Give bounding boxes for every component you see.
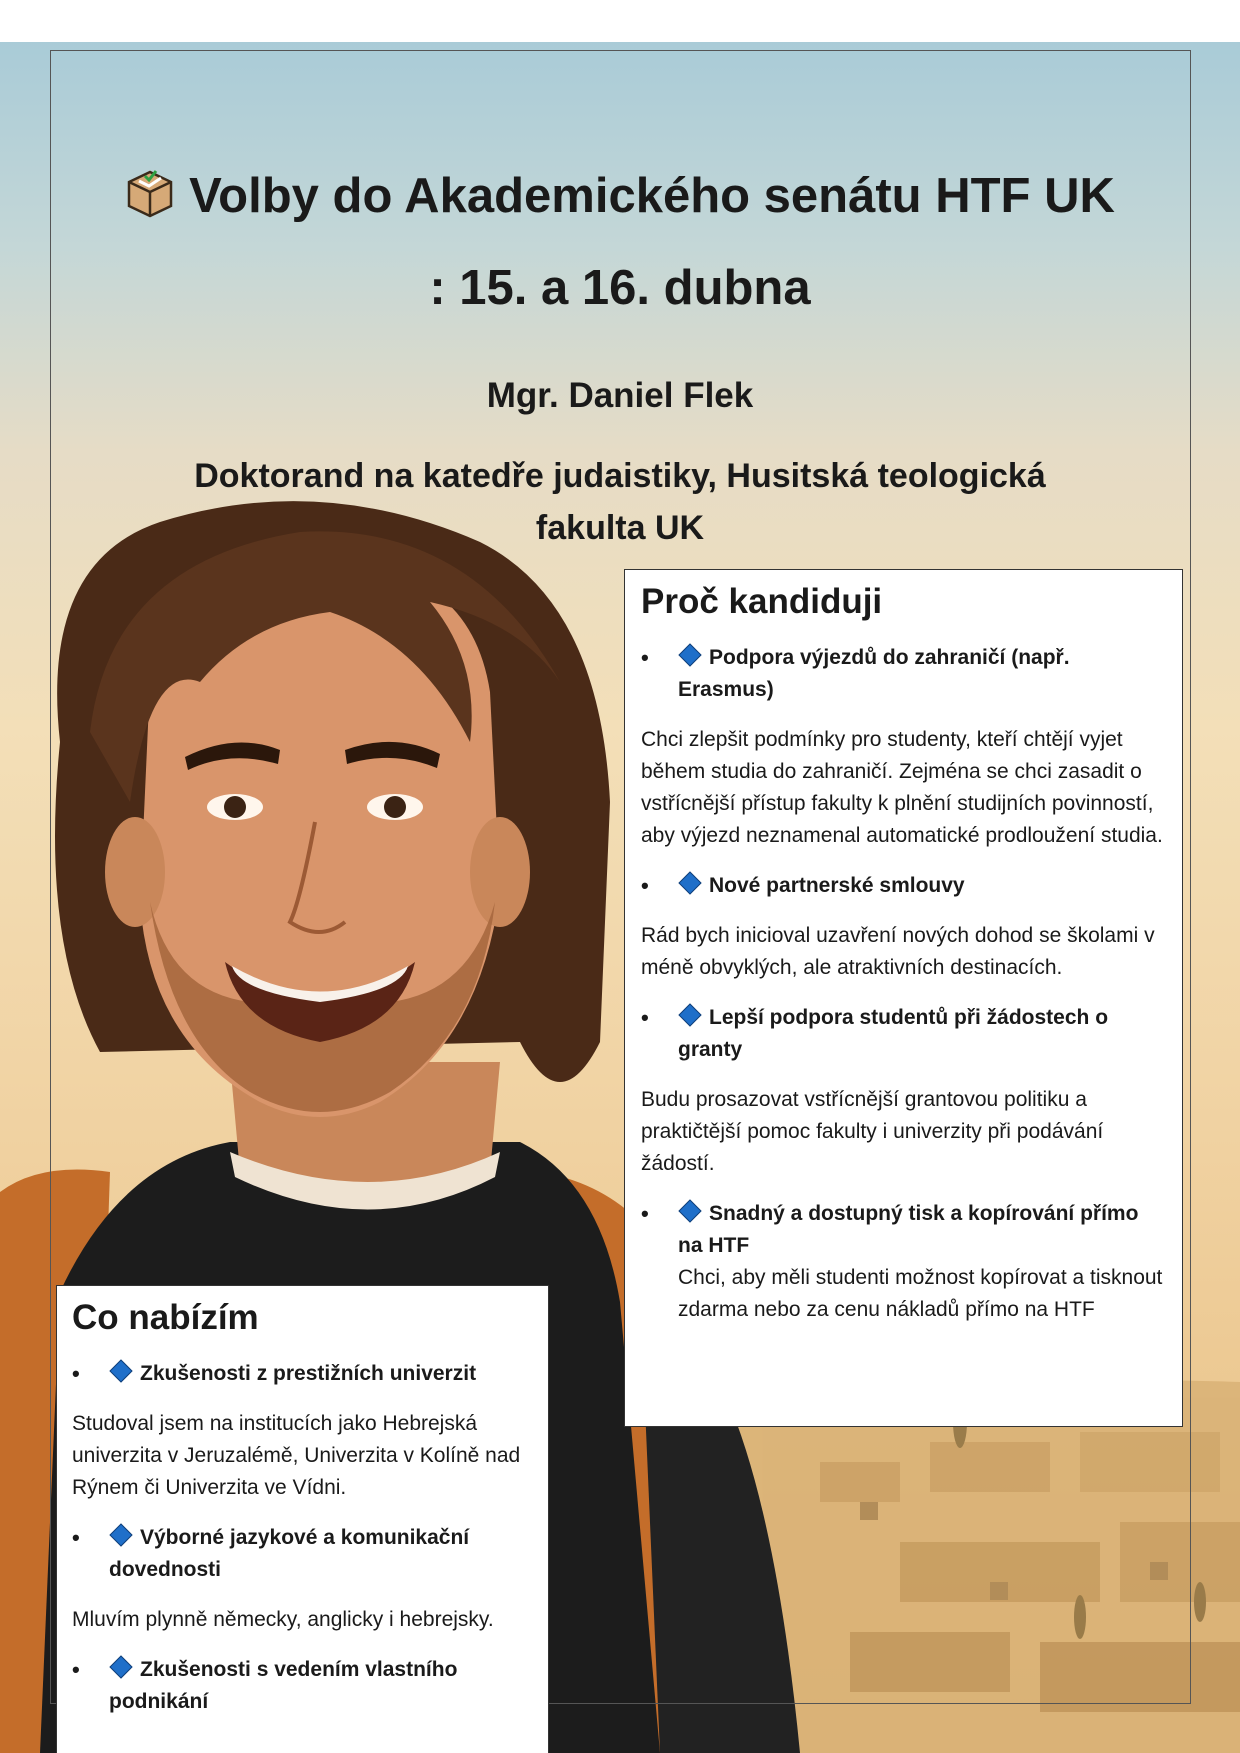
offer-list-1 (72, 1358, 533, 1390)
offer-item-1-text: Studoval jsem na institucích jako Hebrejská univerzita v Jeruzalémě, Univerzita v Kolíně nad Rýnem či Univerzita ve Vídni. (72, 1412, 521, 1499)
why-list-4 (641, 1198, 1166, 1326)
blue-diamond-icon (109, 1523, 133, 1547)
offer-item-3-label: Zkušenosti s vedením vlastního podnikání (109, 1658, 458, 1713)
offer-item-1-label: Zkušenosti z prestižních univerzit (140, 1362, 477, 1385)
offer-list-3 (72, 1654, 533, 1718)
why-item-1-label: Podpora výjezdů do zahraničí (např. Erasmus) (678, 646, 1070, 701)
why-item-3-label: Lepší podpora studentů při žádostech o granty (678, 1006, 1109, 1061)
candidate-role: Doktorand na katedře judaistiky, Husitská teologická fakulta UK (194, 457, 1046, 547)
why-item-3-text: Budu prosazovat vstřícnější grantovou politiku a praktičtější pomoc fakulty i univerzity při podávání žádostí. (641, 1088, 1104, 1175)
offer-heading: Co nabízím (72, 1298, 259, 1337)
offer-item-2-label: Výborné jazykové a komunikační dovednosti (109, 1526, 470, 1581)
why-item-3-title (641, 1002, 1166, 1066)
election-title (0, 150, 1240, 334)
why-item-4-text: Chci, aby měli studenti možnost kopírovat a tisknout zdarma nebo za cenu nákladů přímo na HTF (678, 1266, 1163, 1321)
blue-diamond-icon (678, 1003, 702, 1027)
why-item-1-title (641, 642, 1166, 706)
why-list-2 (641, 870, 1166, 902)
why-list-1 (641, 642, 1166, 706)
why-running-heading: Proč kandiduji (641, 582, 883, 621)
blue-diamond-icon (109, 1359, 133, 1383)
offer-item-3-title (72, 1654, 533, 1718)
why-item-2-title (641, 870, 1166, 902)
why-item-2-label: Nové partnerské smlouvy (709, 874, 965, 897)
blue-diamond-icon (109, 1655, 133, 1679)
why-item-2-text: Rád bych inicioval uzavření nových dohod se školami v méně obvyklých, ale atraktivních destinacích. (641, 924, 1155, 979)
title-line-2: : 15. a 16. dubna (429, 261, 811, 315)
poster (0, 42, 1240, 1753)
title-line-1 (0, 150, 1240, 242)
candidate-name: Mgr. Daniel Flek (486, 376, 754, 415)
why-item-4-title (641, 1198, 1166, 1326)
why-item-1-text: Chci zlepšit podmínky pro studenty, kteří chtějí vyjet během studia do zahraničí. Zejména se chci zasadit o vstřícnější přístup fakulty k plnění studijních povinností, aby výjezd neznamenal automatické prodloužení studia. (641, 728, 1163, 847)
offer-list-2 (72, 1522, 533, 1586)
blue-diamond-icon (678, 1199, 702, 1223)
offer-item-1-title (72, 1358, 533, 1390)
offer-panel (56, 1285, 549, 1753)
offer-item-2-title (72, 1522, 533, 1586)
why-item-4-label: Snadný a dostupný tisk a kopírování přímo na HTF (678, 1202, 1139, 1257)
why-list-3 (641, 1002, 1166, 1066)
ballot-box-icon (125, 168, 175, 218)
blue-diamond-icon (678, 643, 702, 667)
title-text-1: Volby do Akademického senátu HTF UK (189, 169, 1115, 223)
offer-item-2-text: Mluvím plynně německy, anglicky i hebrejsky. (72, 1608, 494, 1631)
why-running-panel (624, 569, 1183, 1427)
blue-diamond-icon (678, 871, 702, 895)
